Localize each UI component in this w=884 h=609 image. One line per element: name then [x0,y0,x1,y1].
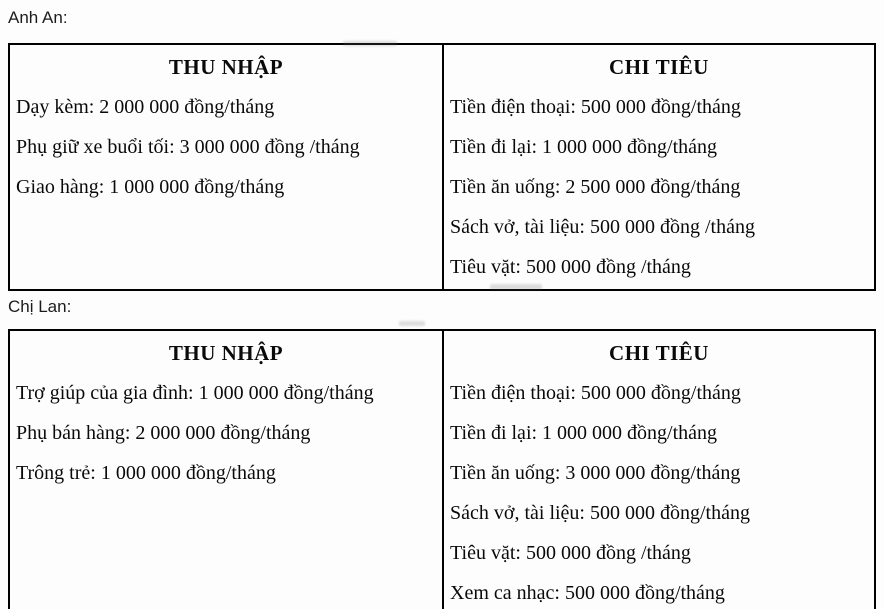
income-item: Trợ giúp của gia đình: 1 000 000 đồng/tháng [16,382,374,404]
expense-item: Tiền điện thoại: 500 000 đồng/tháng [450,382,741,404]
income-item: Phụ bán hàng: 2 000 000 đồng/tháng [16,422,311,444]
expense-item: Tiền ăn uống: 3 000 000 đồng/tháng [450,462,741,484]
expense-header: CHI TIÊU [609,341,709,365]
person-label-lan: Chị Lan: [8,297,72,316]
watermark-smudge [490,284,542,290]
income-item: Dạy kèm: 2 000 000 đồng/tháng [16,96,275,118]
watermark-smudge [399,321,425,326]
income-item: Phụ giữ xe buổi tối: 3 000 000 đồng /tháng [16,136,360,158]
person-label-an: Anh An: [8,8,68,27]
income-column-lan [10,331,442,609]
expense-column-an [442,45,874,289]
expense-item: Tiền đi lại: 1 000 000 đồng/tháng [450,422,718,444]
expense-header: CHI TIÊU [609,55,709,79]
expense-item: Tiền ăn uống: 2 500 000 đồng/tháng [450,176,741,198]
expense-item: Tiền đi lại: 1 000 000 đồng/tháng [450,136,718,158]
income-item: Giao hàng: 1 000 000 đồng/tháng [16,176,285,198]
income-expense-table-lan [8,329,876,609]
income-expense-table-an [8,43,876,291]
expense-column-lan [442,331,874,609]
income-column-an [10,45,442,289]
expense-item: Tiền điện thoại: 500 000 đồng/tháng [450,96,741,118]
expense-item: Tiêu vặt: 500 000 đồng /tháng [450,256,691,278]
watermark-smudge [343,41,397,46]
expense-item: Sách vở, tài liệu: 500 000 đồng /tháng [450,216,755,238]
income-header: THU NHẬP [168,341,284,365]
expense-item: Sách vở, tài liệu: 500 000 đồng/tháng [450,502,750,524]
income-item: Trông trẻ: 1 000 000 đồng/tháng [16,462,276,484]
expense-item: Tiêu vặt: 500 000 đồng /tháng [450,542,691,564]
income-header: THU NHẬP [168,55,284,79]
expense-item: Xem ca nhạc: 500 000 đồng/tháng [450,582,725,604]
